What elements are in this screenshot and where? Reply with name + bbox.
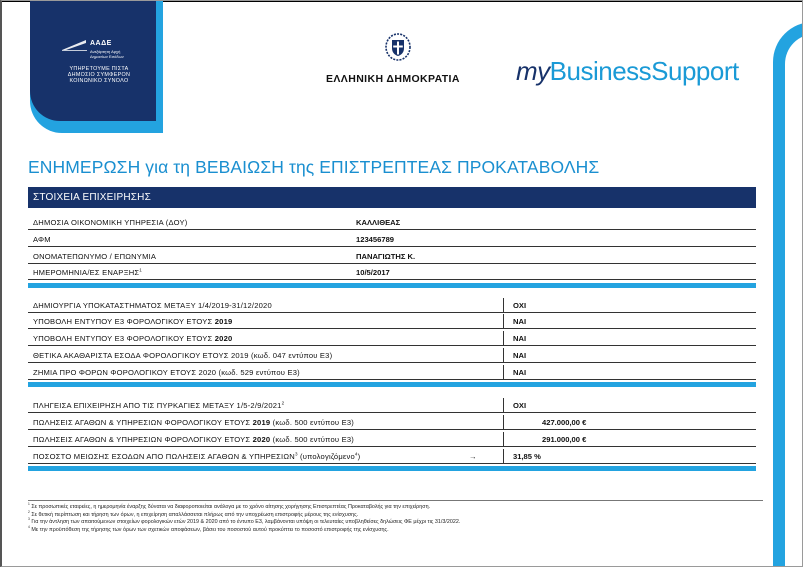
footnote bbox=[28, 504, 763, 512]
document-title: ΕΝΗΜΕΡΩΣΗ για τη ΒΕΒΑΙΩΣΗ της ΕΠΙΣΤΡΕΠΤΕΑΣ ΠΡΟΚΑΤΑΒΟΛΗΣ bbox=[28, 157, 600, 177]
sales-value: 291.000,00 € bbox=[542, 435, 587, 444]
criteria-label bbox=[33, 331, 232, 346]
info-value: 10/5/2017 bbox=[356, 268, 390, 277]
value-separator bbox=[503, 432, 504, 447]
value-separator bbox=[503, 398, 504, 413]
aade-subtitle bbox=[90, 49, 140, 59]
aade-motto-line: ΚΟΙΝΩΝΙΚΟ ΣΥΝΟΛΟ bbox=[69, 78, 129, 85]
value-separator bbox=[503, 348, 504, 363]
criteria-row-e3-2020 bbox=[28, 331, 756, 346]
criteria-label-text: ΥΠΟΒΟΛΗ ΕΝΤΥΠΟΥ Ε3 ΦΟΡΟΛΟΓΙΚΟΥ ΕΤΟΥΣ bbox=[33, 334, 213, 343]
sales-label-text: ΠΟΣΟΣΤΟ ΜΕΙΩΣΗΣ ΕΣΟΔΩΝ ΑΠΟ ΠΩΛΗΣΕΙΣ ΑΓΑΘΩΝ & ΥΠΗΡΕΣΙΩΝ bbox=[33, 452, 295, 461]
aade-logo bbox=[30, 0, 156, 121]
value-separator bbox=[503, 314, 504, 329]
criteria-value: ΟΧΙ bbox=[513, 301, 527, 310]
info-value: ΠΑΝΑΓΙΩΤΗΣ Κ. bbox=[356, 252, 416, 261]
criteria-value: ΝΑΙ bbox=[513, 334, 527, 343]
footnote-num: 2 bbox=[28, 509, 30, 514]
info-label: ΟΝΟΜΑΤΕΠΩΝΥΜΟ / ΕΠΩΝΥΜΙΑ bbox=[33, 252, 157, 261]
criteria-value: ΝΑΙ bbox=[513, 368, 527, 377]
info-label: ΔΗΜΟΣΙΑ ΟΙΚΟΝΟΜΙΚΗ ΥΠΗΡΕΣΙΑ (ΔΟΥ) bbox=[33, 218, 188, 227]
footnote-num: 4 bbox=[28, 524, 30, 529]
value-separator bbox=[503, 298, 504, 313]
info-value: 123456789 bbox=[356, 235, 395, 244]
footnote-text: Σε θετική περίπτωση και τήρηση των όρων, η επιχείρηση απαλλάσσεται πλήρως από την υποχρέωση επιστροφής μέρους της ενίσχυσης. bbox=[31, 511, 359, 518]
sales-row-2019 bbox=[28, 415, 756, 430]
aade-motto-line: ΔΗΜΟΣΙΟ ΣΥΜΦΕΡΟΝ bbox=[67, 72, 131, 79]
sales-label-end: ) bbox=[357, 452, 361, 461]
info-label bbox=[33, 265, 142, 280]
sales-label-year: 2020 bbox=[252, 435, 271, 444]
footnotes bbox=[28, 500, 763, 534]
sales-label bbox=[33, 398, 284, 413]
sales-label-note: (υπολογιζόμενο bbox=[299, 452, 355, 461]
footnote-ref: 4 bbox=[354, 451, 358, 457]
sales-value: ΟΧΙ bbox=[513, 401, 527, 410]
criteria-label-year: 2020 bbox=[214, 334, 233, 343]
footnote-text: Για την άντληση των απαιτούμενων στοιχείων φορολογικών ετών 2019 & 2020 από το έντυπο Ε3, λαμβάνονται υπόψη οι τελευταίες υποβληθείσες δηλώσεις ΦΕ μέχρι τις 31/3/2022. bbox=[31, 519, 461, 526]
section-header: ΣΤΟΙΧΕΙΑ ΕΠΙΧΕΙΡΗΣΗΣ bbox=[28, 187, 756, 208]
footnote-num: 3 bbox=[28, 517, 30, 522]
sales-label-year: 2019 bbox=[252, 418, 271, 427]
section-divider bbox=[28, 466, 756, 471]
footnote-text: Σε προσωπικές εταιρείες, η ημερομηνία έναρξης δύναται να διαφοροποιείται ανάλογα με το χρόνο αίτησης χορήγησης Επιστρεπτέας Προκαταβολής για την επιχείρηση. bbox=[31, 504, 431, 510]
sales-value: 31,85 % bbox=[513, 452, 541, 461]
sales-label bbox=[33, 415, 354, 430]
criteria-label bbox=[33, 314, 232, 329]
criteria-label: ΖΗΜΙΑ ΠΡΟ ΦΟΡΩΝ ΦΟΡΟΛΟΓΙΚΟΥ ΕΤΟΥΣ 2020 (κωδ. 529 εντύπου Ε3) bbox=[33, 368, 300, 377]
info-row-name bbox=[28, 249, 756, 264]
brand-my: my bbox=[516, 56, 550, 86]
info-label-text: ΗΜΕΡΟΜΗΝΙΑ/ΕΣ ΕΝΑΡΞΗΣ bbox=[33, 268, 140, 277]
brand-rest: BusinessSupport bbox=[549, 56, 739, 86]
info-value: ΚΑΛΛΙΘΕΑΣ bbox=[356, 218, 401, 227]
criteria-row-branch bbox=[28, 298, 756, 313]
criteria-row-loss bbox=[28, 365, 756, 380]
footnote-ref: 3 bbox=[294, 451, 298, 457]
sales-label-text: ΠΩΛΗΣΕΙΣ ΑΓΑΘΩΝ & ΥΠΗΡΕΣΙΩΝ ΦΟΡΟΛΟΓΙΚΟΥ ΕΤΟΥΣ bbox=[33, 435, 251, 444]
aade-motto bbox=[54, 66, 144, 85]
info-row-afm bbox=[28, 232, 756, 247]
footnote-num: 1 bbox=[28, 502, 30, 507]
aade-motto-line: ΥΠΗΡΕΤΟΥΜΕ ΠΙΣΤΑ bbox=[69, 66, 129, 72]
footnote bbox=[28, 524, 763, 535]
info-row-start-date bbox=[28, 265, 756, 280]
value-separator bbox=[503, 365, 504, 380]
value-separator bbox=[503, 449, 504, 464]
sales-row-fire bbox=[28, 398, 756, 413]
footnote-text: Με την προϋπόθεση της τήρησης των όρων των σχετικών αποφάσεων, βάσει του ποσοστού αυτού προκύπτει το ποσοστό επιστροφής της ενίσχυσης. bbox=[31, 526, 389, 533]
criteria-row-gross-income bbox=[28, 348, 756, 363]
criteria-label: ΔΗΜΙΟΥΡΓΙΑ ΥΠΟΚΑΤΑΣΤΗΜΑΤΟΣ ΜΕΤΑΞΥ 1/4/2019-31/12/2020 bbox=[33, 301, 272, 310]
value-separator bbox=[503, 331, 504, 346]
criteria-row-e3-2019 bbox=[28, 314, 756, 329]
info-label: ΑΦΜ bbox=[33, 235, 51, 244]
aade-name: ΑΑΔΕ bbox=[90, 40, 112, 47]
greek-coat-of-arms-icon bbox=[384, 33, 412, 61]
sales-label bbox=[33, 432, 354, 447]
value-separator bbox=[503, 415, 504, 430]
criteria-label: ΘΕΤΙΚΑ ΑΚΑΘΑΡΙΣΤΑ ΕΣΟΔΑ ΦΟΡΟΛΟΓΙΚΟΥ ΕΤΟΥΣ 2019 (κωδ. 047 εντύπου Ε3) bbox=[33, 351, 333, 360]
sales-value: 427.000,00 € bbox=[542, 418, 587, 427]
info-row-doy bbox=[28, 215, 756, 230]
footnote-ref: 1 bbox=[139, 267, 143, 273]
aade-subtitle-line: Ανεξάρτητη Αρχή bbox=[90, 49, 121, 54]
aade-subtitle-line: Δημοσίων Εσόδων bbox=[90, 54, 124, 59]
sales-row-reduction bbox=[28, 449, 756, 464]
sales-label-text: ΠΩΛΗΣΕΙΣ ΑΓΑΘΩΝ & ΥΠΗΡΕΣΙΩΝ ΦΟΡΟΛΟΓΙΚΟΥ ΕΤΟΥΣ bbox=[33, 418, 251, 427]
sales-label-text: ΠΛΗΓΕΙΣΑ ΕΠΙΧΕΙΡΗΣΗ ΑΠΟ ΤΙΣ ΠΥΡΚΑΓΙΕΣ ΜΕΤΑΞΥ 1/5-2/9/2021 bbox=[33, 401, 282, 410]
right-decoration-inner bbox=[785, 34, 803, 567]
section-divider bbox=[28, 283, 756, 288]
sales-row-2020 bbox=[28, 432, 756, 447]
sales-label-code: (κωδ. 500 εντύπου Ε3) bbox=[272, 435, 354, 444]
arrow-right-icon: → bbox=[469, 452, 477, 461]
footnote-ref: 2 bbox=[281, 400, 285, 406]
section-divider bbox=[28, 382, 756, 387]
sales-label-code: (κωδ. 500 εντύπου Ε3) bbox=[272, 418, 354, 427]
criteria-label-text: ΥΠΟΒΟΛΗ ΕΝΤΥΠΟΥ Ε3 ΦΟΡΟΛΟΓΙΚΟΥ ΕΤΟΥΣ bbox=[33, 317, 213, 326]
criteria-value: ΝΑΙ bbox=[513, 317, 527, 326]
criteria-value: ΝΑΙ bbox=[513, 351, 527, 360]
republic-label: ΕΛΛΗΝΙΚΗ ΔΗΜΟΚΡΑΤΙΑ bbox=[326, 73, 460, 85]
footnote bbox=[28, 519, 763, 527]
mybusinesssupport-logo bbox=[516, 56, 739, 87]
sales-label bbox=[33, 449, 360, 464]
criteria-label-year: 2019 bbox=[214, 317, 233, 326]
